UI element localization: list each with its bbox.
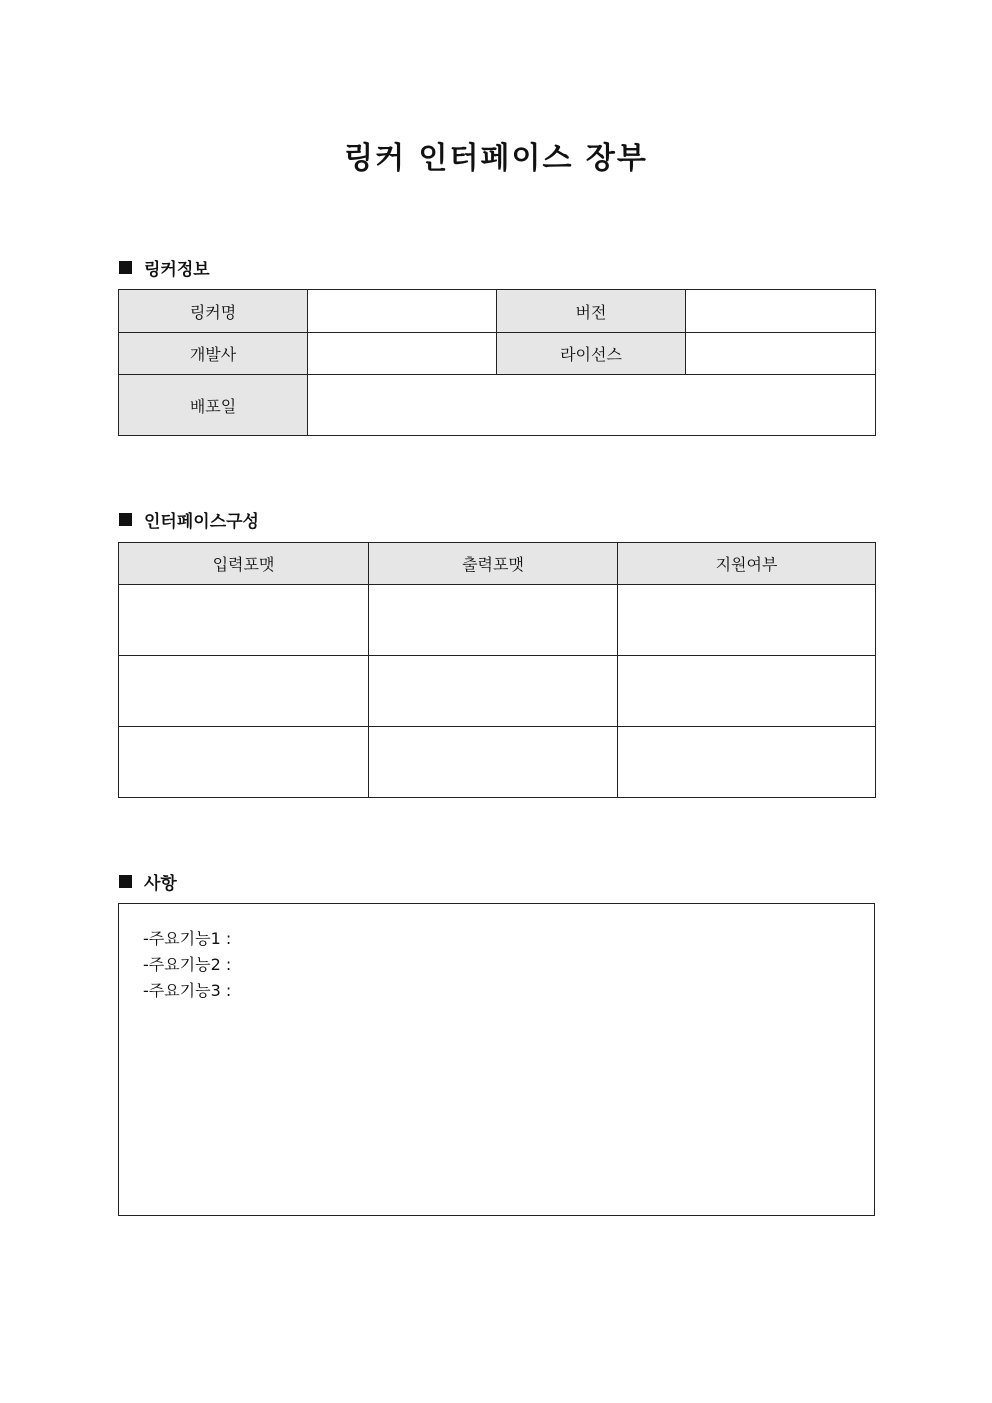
output-format-cell[interactable] — [369, 585, 618, 656]
interface-config-table — [118, 542, 876, 798]
interface-config-heading-label: 인터페이스구성 — [144, 512, 259, 532]
interface-config-heading — [119, 507, 259, 532]
output-format-cell[interactable] — [369, 727, 618, 798]
support-cell[interactable] — [618, 585, 876, 656]
column-header-output-format: 출력포맷 — [369, 543, 618, 585]
developer-value[interactable] — [308, 333, 497, 375]
black-square-icon — [119, 875, 132, 888]
linker-info-heading-label: 링커정보 — [144, 260, 210, 280]
table-row — [119, 375, 876, 436]
list-item: -주요기능3 : — [143, 981, 232, 1000]
linker-info-heading — [119, 255, 210, 280]
support-cell[interactable] — [618, 656, 876, 727]
input-format-cell[interactable] — [119, 727, 369, 798]
table-row — [119, 727, 876, 798]
document-title: 링커 인터페이스 장부 — [344, 141, 648, 176]
notes-heading — [119, 869, 177, 894]
version-label: 버전 — [497, 290, 686, 333]
notes-heading-label: 사항 — [144, 874, 177, 894]
linker-name-label: 링커명 — [119, 290, 308, 333]
table-row — [119, 333, 876, 375]
black-square-icon — [119, 261, 132, 274]
release-date-label: 배포일 — [119, 375, 308, 436]
table-row — [119, 656, 876, 727]
license-value[interactable] — [686, 333, 876, 375]
column-header-input-format: 입력포맷 — [119, 543, 369, 585]
linker-name-value[interactable] — [308, 290, 497, 333]
notes-box[interactable] — [118, 903, 875, 1216]
output-format-cell[interactable] — [369, 656, 618, 727]
input-format-cell[interactable] — [119, 656, 369, 727]
list-item: -주요기능2 : — [143, 955, 232, 974]
version-value[interactable] — [686, 290, 876, 333]
support-cell[interactable] — [618, 727, 876, 798]
list-item: -주요기능1 : — [143, 929, 232, 948]
linker-info-table — [118, 289, 876, 436]
table-row — [119, 290, 876, 333]
table-header-row — [119, 543, 876, 585]
column-header-support: 지원여부 — [618, 543, 876, 585]
notes-list — [143, 926, 231, 1004]
black-square-icon — [119, 513, 132, 526]
table-row — [119, 585, 876, 656]
input-format-cell[interactable] — [119, 585, 369, 656]
release-date-value[interactable] — [308, 375, 876, 436]
developer-label: 개발사 — [119, 333, 308, 375]
license-label: 라이선스 — [497, 333, 686, 375]
